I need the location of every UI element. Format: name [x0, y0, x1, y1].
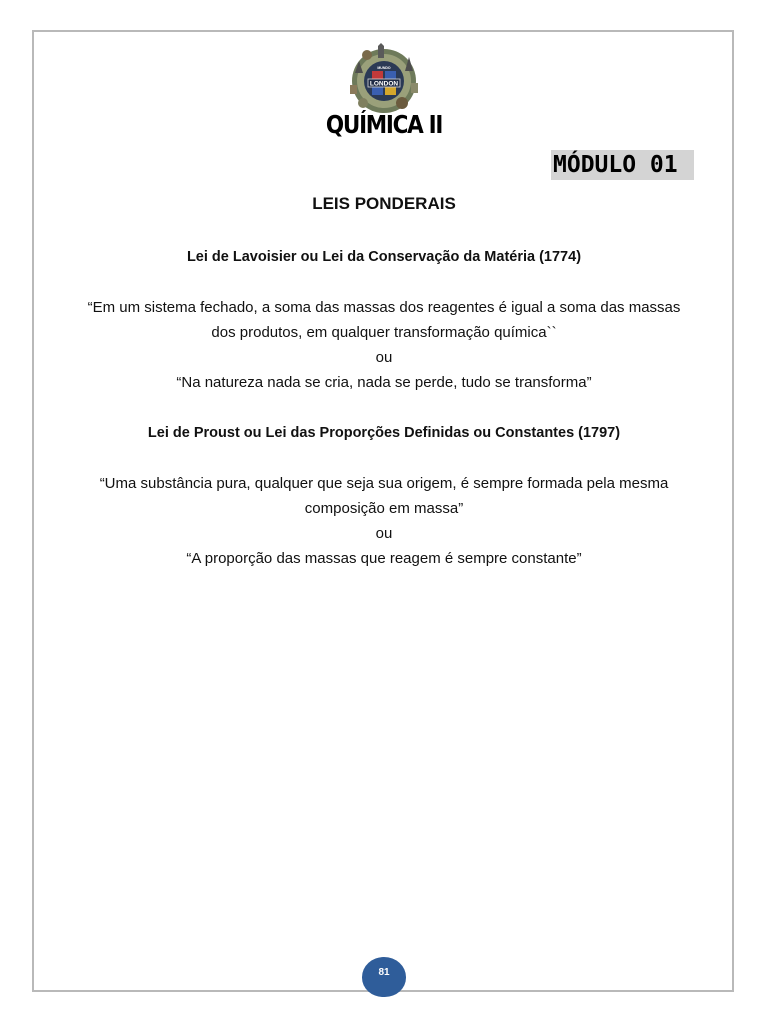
law2-quote-line1: “Uma substância pura, qualquer que seja sua origem, é sempre formada pela mesma	[99, 475, 669, 492]
logo-text-main: LONDON	[369, 80, 399, 88]
law1-quote-line2: dos produtos, em qualquer transformação química``	[211, 324, 557, 341]
law2-alt-quote: “A proporção das massas que reagem é sempre constante”	[186, 550, 582, 567]
law2-or: ou	[375, 525, 393, 542]
school-logo	[345, 43, 423, 115]
law1-or: ou	[375, 349, 393, 366]
law2-quote-line2: composição em massa”	[304, 500, 464, 517]
law1-heading: Lei de Lavoisier ou Lei da Conservação da Matéria (1774)	[186, 249, 582, 265]
section-heading: LEIS PONDERAIS	[312, 194, 456, 213]
logo-text-top: MUNDO	[377, 66, 391, 70]
module-badge: MÓDULO 01	[551, 150, 694, 180]
law1-alt-quote: “Na natureza nada se cria, nada se perde, tudo se transforma”	[176, 374, 592, 391]
law2-heading: Lei de Proust ou Lei das Proporções Definidas ou Constantes (1797)	[147, 425, 621, 441]
page-number: 81	[362, 957, 406, 997]
page-title: QUÍMICA II	[325, 110, 443, 139]
law1-quote-line1: “Em um sistema fechado, a soma das massas dos reagentes é igual a soma das massas	[87, 299, 681, 316]
